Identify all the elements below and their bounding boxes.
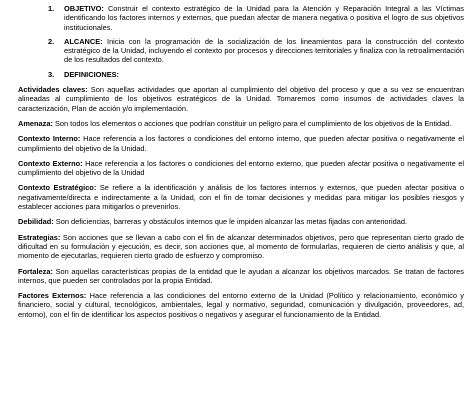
- definition-term: Actividades claves:: [18, 85, 88, 95]
- section-heading: DEFINICIONES:: [64, 69, 120, 79]
- definition-item: [12, 233, 464, 261]
- definition-item: [12, 217, 464, 226]
- definition-term: Debilidad:: [18, 217, 54, 227]
- definition-item: [12, 134, 464, 153]
- definition-item: [12, 183, 464, 211]
- section-heading: OBJETIVO:: [64, 4, 104, 13]
- definition-term: Factores Externos:: [18, 291, 87, 301]
- section-alcance: [12, 37, 464, 65]
- definition-item: [12, 85, 464, 113]
- definition-term: Fortaleza:: [18, 266, 53, 276]
- definition-item: [12, 119, 464, 128]
- definition-text: Son aquellas características propias de la entidad que le ayudan a alcanzar los objetivos marcados. Se tratan de factores internos, que pueden ser controlados por la propia Entidad.: [18, 266, 464, 285]
- definition-text: Hace referencia a las condiciones del entorno externo de la Unidad (Político y relacionamiento, económico y financiero, social y cultural, tecnológicos, ambientales, legal y normativo, seguridad, comunicación y divulgación, proveedores, ad, entorno), con el fin de identificar los aspectos positivos o negativos y asegurar el funcionamiento de la Entidad.: [18, 291, 465, 319]
- section-definiciones: [12, 70, 464, 79]
- section-number: 1.: [48, 4, 55, 13]
- definition-text: Son todos los elementos o acciones que podrían constituir un peligro para el cumplimiento de los objetivos de la Entidad.: [52, 118, 452, 128]
- definition-item: [12, 159, 464, 178]
- definition-term: Amenaza:: [18, 118, 53, 128]
- definition-text: Se refiere a la identificación y análisis de los factores internos y externos, que pueden afectar positiva o negativamente/directa e indirectamente a la Unidad, con el fin de tomar decisiones y medidas para mitigar los posibles riesgos y establecer acciones para mitigarlos o prevenirlos.: [18, 183, 464, 212]
- definition-text: Hace referencia a los factores o condiciones del entorno interno, que pueden afectar positiva o negativamente el cumplimiento del objetivo de la Unidad.: [18, 134, 464, 153]
- section-text: Construir el contexto estratégico de la Unidad para la Atención y Reparación Integral a las Víctimas identificando los factores internos y externos, que puedan afectar de manera negativa o positiva el logro de sus objetivos institucionales.: [64, 4, 464, 32]
- definition-term: Contexto Interno:: [18, 134, 81, 144]
- definition-item: [12, 291, 464, 319]
- definition-term: Contexto Externo:: [18, 158, 83, 168]
- definition-term: Estrategias:: [18, 232, 61, 242]
- section-heading: ALCANCE:: [64, 36, 103, 46]
- definition-text: Son acciones que se llevan a cabo con el fin de alcanzar determinados objetivos, pero que representan cierto grado de dificultad en su formulación y ejecución, es decir, son acciones que, al momento de formularlas, requieren de cierto análisis y que, al momento de ejecutarlas, requieren cierto grado de esfuerzo y compromiso.: [18, 232, 464, 261]
- section-number: 2.: [48, 36, 55, 46]
- definition-text: Son aquellas actividades que aportan al cumplimiento del objetivo del proceso y que a su vez se encuentran alineadas al cumplimiento de los objetivos estratégicos de la Unidad. Tomaremos como insumos de actividades claves la caracterización, Plan de acción y/o implementación.: [18, 85, 465, 113]
- definition-term: Contexto Estratégico:: [18, 183, 97, 193]
- section-text: Inicia con la programación de la socialización de los lineamientos para la construcción del contexto estratégico de la Unidad, incluyendo el contexto por procesos y direcciones territoriales y finaliza con la retroalimentación de los resultados del contexto.: [64, 36, 464, 65]
- section-objetivo: [12, 4, 464, 32]
- definition-text: Son deficiencias, barreras y obstáculos internos que le impiden alcanzar las metas fijadas con anterioridad.: [53, 217, 408, 227]
- section-number: 3.: [48, 69, 55, 79]
- definition-text: Hace referencia a los factores o condiciones del entorno externo, que pueden afectar positiva o negativamente el cumplimiento del objetivo de la Unidad: [18, 158, 464, 178]
- definition-item: [12, 267, 464, 286]
